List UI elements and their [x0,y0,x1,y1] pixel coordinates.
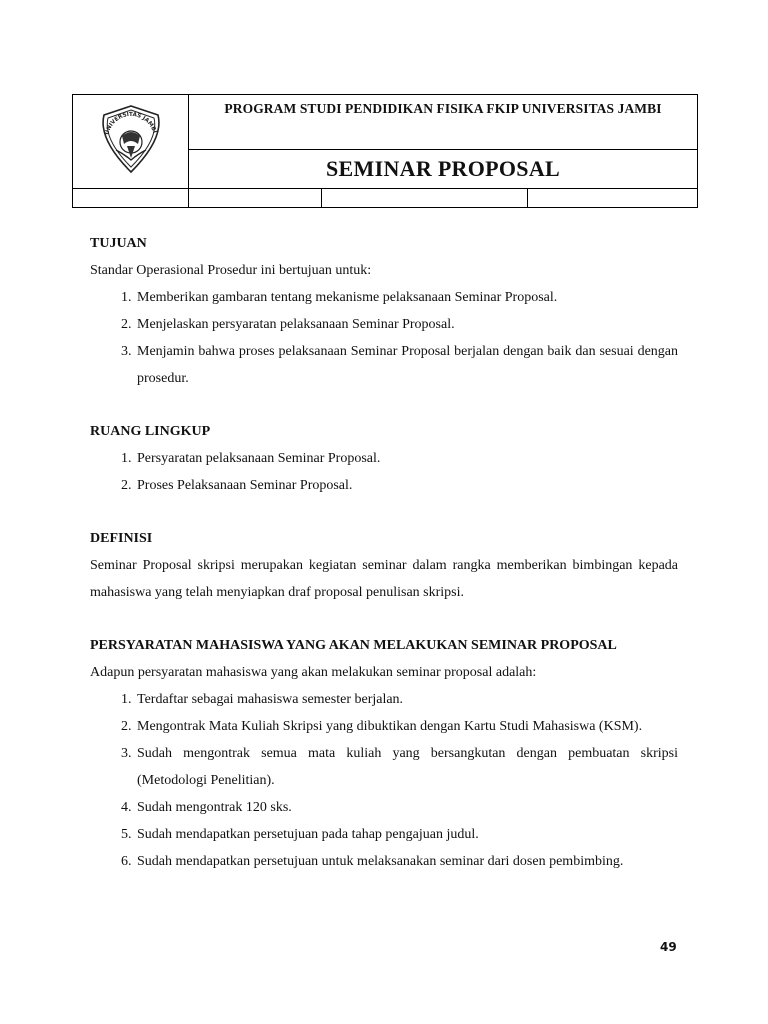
list-item: 2. Menjelaskan persyaratan pelaksanaan Seminar Proposal. [135,311,678,338]
section-heading-definisi: DEFINISI [90,531,153,546]
section-tujuan [90,230,678,392]
logo-lettering: UNIVERSITAS JAMBI [103,111,157,136]
meta-cell [322,189,528,208]
tujuan-list [90,284,678,392]
tujuan-intro: Standar Operasional Prosedur ini bertujuan untuk: [90,263,372,278]
section-definisi [90,525,678,606]
section-heading-ruang-lingkup: RUANG LINGKUP [90,424,211,439]
list-item: 1. Terdaftar sebagai mahasiswa semester berjalan. [135,686,678,713]
definisi-text: Seminar Proposal skripsi merupakan kegiatan seminar dalam rangka memberikan bimbingan kepada mahasiswa yang telah menyiapkan draf proposal penulisan skripsi. [90,558,678,600]
section-persyaratan [90,632,678,875]
section-heading-tujuan: TUJUAN [90,236,147,251]
meta-cell [73,189,189,208]
list-item: 4. Sudah mengontrak 120 sks. [135,794,678,821]
document-title: SEMINAR PROPOSAL [189,150,698,189]
list-item: 2. Mengontrak Mata Kuliah Skripsi yang dibuktikan dengan Kartu Studi Mahasiswa (KSM). [135,713,678,740]
list-item: 2. Proses Pelaksanaan Seminar Proposal. [135,472,678,499]
list-item: 1. Persyaratan pelaksanaan Seminar Proposal. [135,445,678,472]
ruang-lingkup-list [90,445,678,499]
list-item: 3. Sudah mengontrak semua mata kuliah yang bersangkutan dengan pembuatan skripsi (Metodologi Penelitian). [135,740,678,794]
list-item: 3. Menjamin bahwa proses pelaksanaan Seminar Proposal berjalan dengan baik dan sesuai dengan prosedur. [135,338,678,392]
persyaratan-intro: Adapun persyaratan mahasiswa yang akan melakukan seminar proposal adalah: [90,665,537,680]
list-item: 6. Sudah mendapatkan persetujuan untuk melaksanakan seminar dari dosen pembimbing. [135,848,678,875]
page-number: 49 [660,940,677,954]
persyaratan-list [90,686,678,875]
section-ruang-lingkup [90,418,678,499]
meta-cell [528,189,698,208]
university-logo [94,102,168,176]
program-name: PROGRAM STUDI PENDIDIKAN FISIKA FKIP UNIVERSITAS JAMBI [189,95,698,150]
meta-cell [189,189,322,208]
list-item: 1. Memberikan gambaran tentang mekanisme pelaksanaan Seminar Proposal. [135,284,678,311]
document-body [90,230,678,875]
section-heading-persyaratan: PERSYARATAN MAHASISWA YANG AKAN MELAKUKAN SEMINAR PROPOSAL [90,638,617,653]
list-item: 5. Sudah mendapatkan persetujuan pada tahap pengajuan judul. [135,821,678,848]
logo-cell [73,95,189,189]
document-header-table [72,94,698,208]
